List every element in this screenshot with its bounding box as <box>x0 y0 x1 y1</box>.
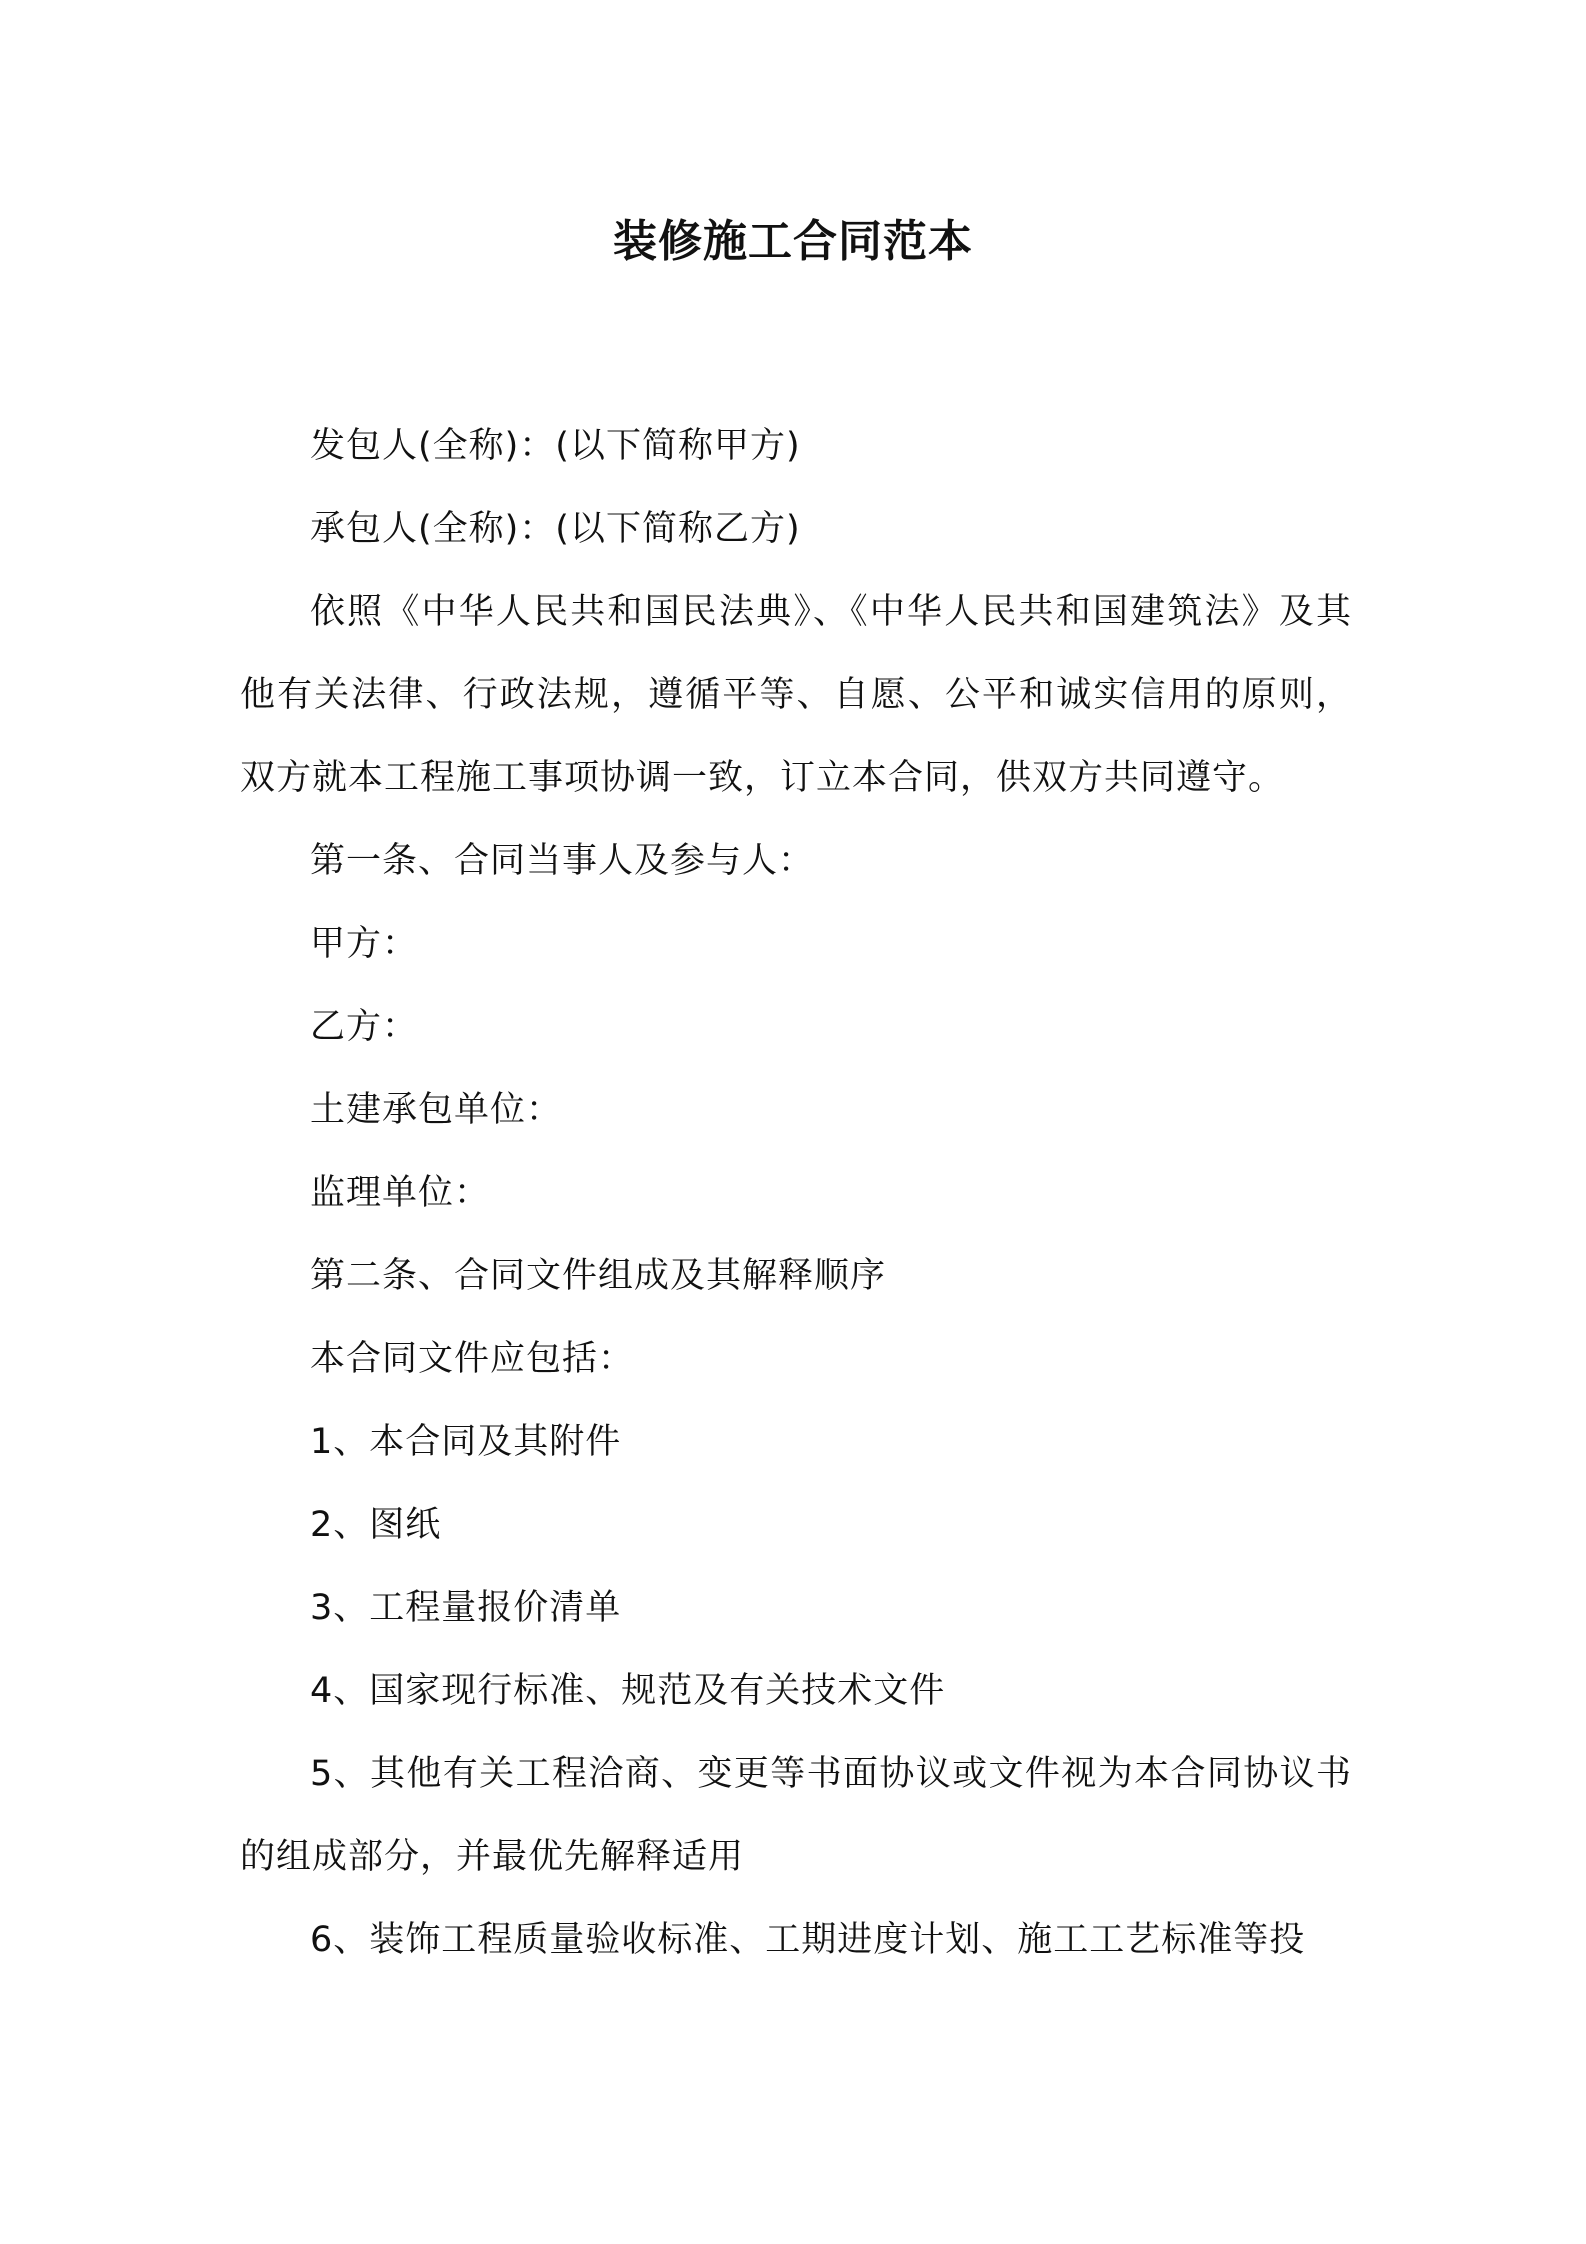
article-one-heading: 第一条、合同当事人及参与人： <box>310 841 815 881</box>
article-two-heading: 第二条、合同文件组成及其解释顺序 <box>310 1256 887 1296</box>
list-item-1: 1、本合同及其附件 <box>310 1422 622 1462</box>
party-a-field: 甲方： <box>310 924 419 964</box>
party-b-field: 乙方： <box>310 1007 419 1047</box>
legal-basis-paragraph: 依照《中华人民共和国民法典》、《中华人民共和国建筑法》及其他有关法律、行政法规，遵循平等、自愿、公平和诚实信用的原则，双方就本工程施工事项协调一致，订立本合同，供双方共同遵守。 <box>240 592 1352 798</box>
list-item-2: 2、图纸 <box>310 1505 442 1545</box>
list-item-5: 5、其他有关工程洽商、变更等书面协议或文件视为本合同协议书的组成部分，并最优先解释适用 <box>240 1754 1352 1877</box>
contract-documents-intro: 本合同文件应包括： <box>310 1339 635 1379</box>
party-a-line: 发包人(全称)：(以下简称甲方) <box>310 426 801 466</box>
supervision-unit-field: 监理单位： <box>310 1173 491 1213</box>
document-body <box>240 405 1352 1982</box>
list-item-4: 4、国家现行标准、规范及有关技术文件 <box>310 1671 946 1711</box>
list-item-3: 3、工程量报价清单 <box>310 1588 622 1628</box>
list-item-6: 6、装饰工程质量验收标准、工期进度计划、施工工艺标准等投 <box>310 1920 1306 1960</box>
civil-contractor-field: 土建承包单位： <box>310 1090 563 1130</box>
party-b-line: 承包人(全称)：(以下简称乙方) <box>310 509 801 549</box>
document-title: 装修施工合同范本 <box>613 216 973 267</box>
